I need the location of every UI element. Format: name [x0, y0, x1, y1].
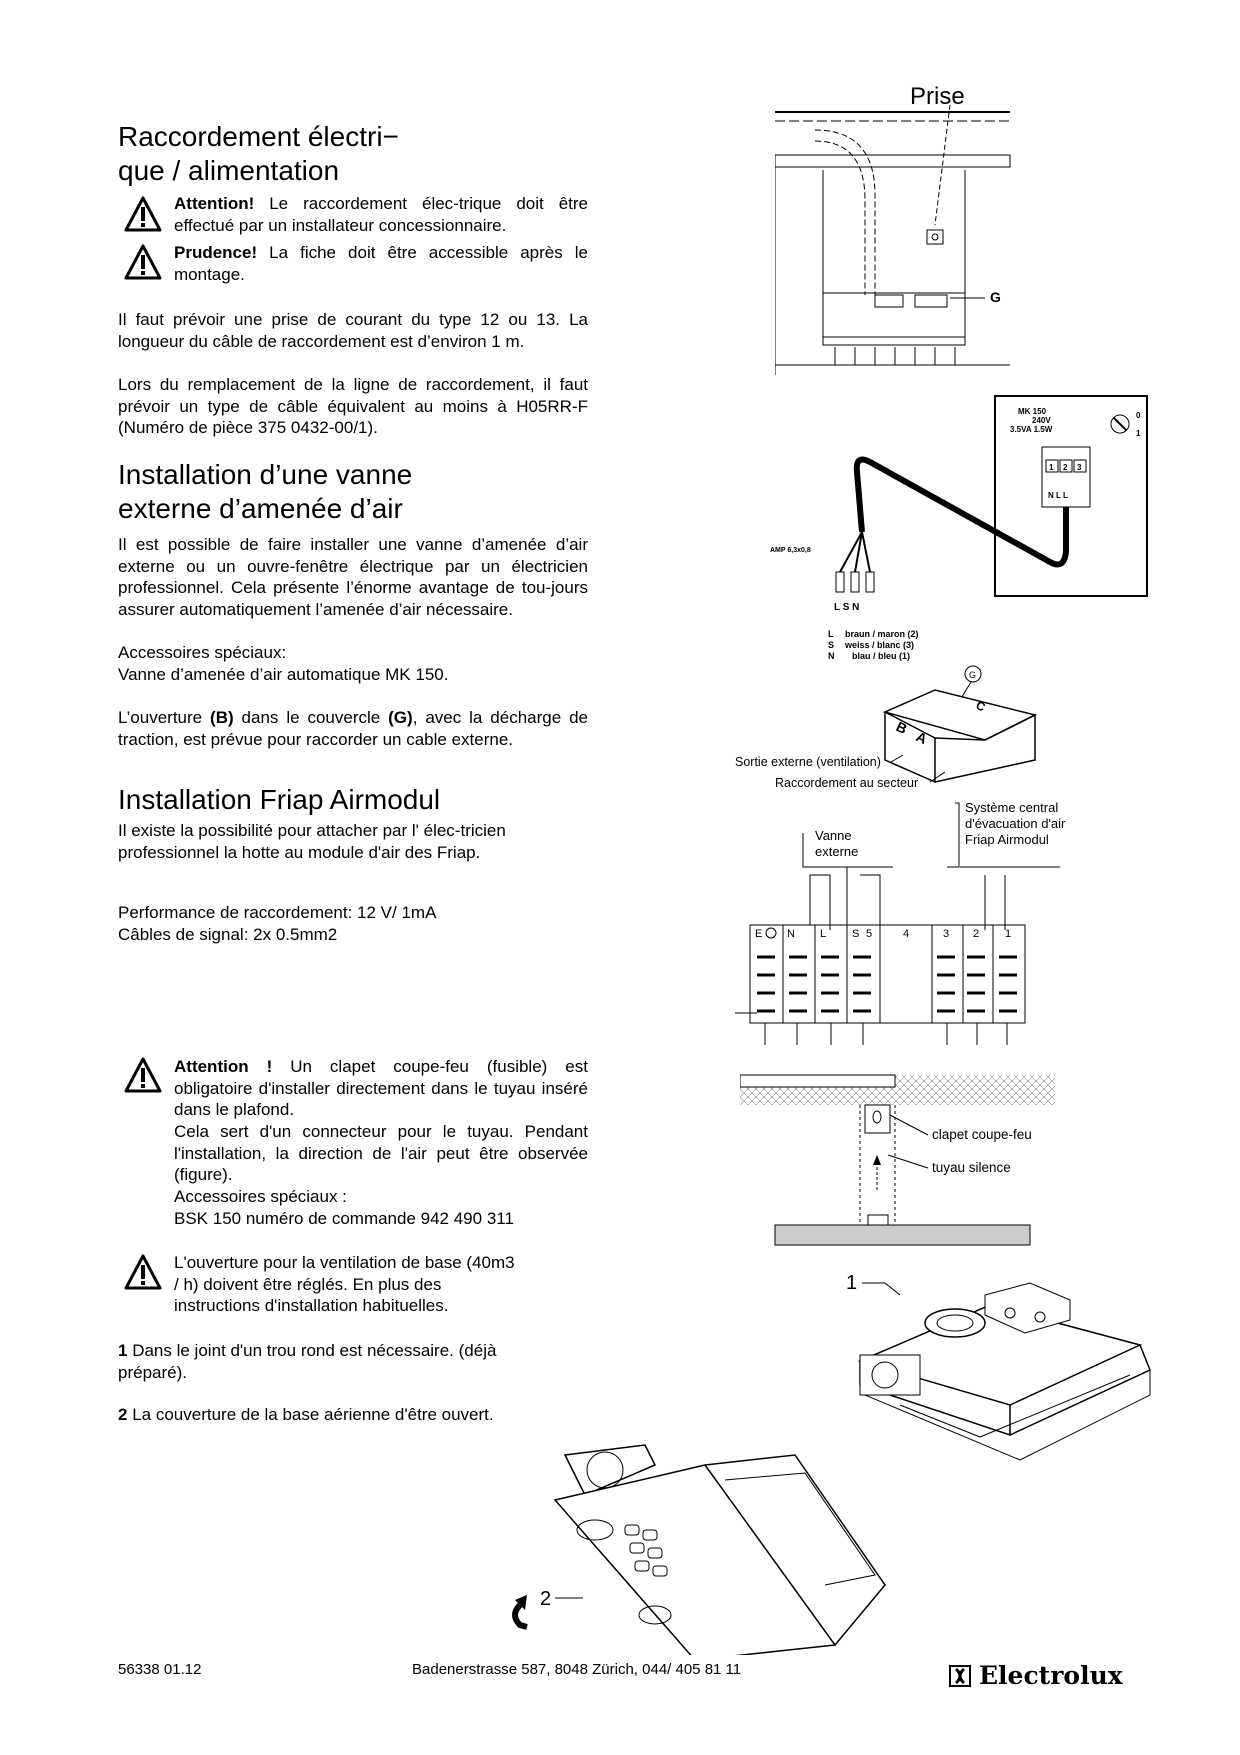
accessories-item: BSK 150 numéro de commande 942 490 311	[174, 1209, 514, 1228]
step-text: Dans le joint d'un trou rond est nécessaire. (déjà préparé).	[118, 1341, 497, 1382]
warning-attention-electrician	[174, 193, 588, 236]
figure-cover-box	[735, 660, 1075, 795]
label-systeme-2: d'évacuation d'air	[965, 816, 1066, 831]
warning-text: Le raccordement élec-trique doit être effectué par un installateur concessionnaire.	[174, 194, 588, 235]
mk-term: 1	[1049, 463, 1054, 472]
text-run: L’ouverture	[118, 708, 211, 727]
terminal-label: 3	[943, 928, 950, 940]
label-vanne-2: externe	[815, 844, 859, 859]
warning-prudence-plug	[174, 242, 588, 285]
paragraph-friap: Il existe la possibilité pour attacher par l' élec-tricien professionnel la hotte au module d'air des Friap.	[118, 821, 506, 862]
step-2	[118, 1404, 558, 1426]
terminal-label: E	[755, 928, 763, 940]
label-sortie: Sortie externe (ventilation)	[735, 755, 881, 769]
label-prise: Prise	[910, 83, 965, 110]
step-text: La couverture de la base aérienne d'être ouvert.	[127, 1405, 494, 1424]
mk-term: 3	[1077, 463, 1082, 472]
mk-power: 3.5VA 1.5W	[1010, 425, 1053, 434]
terminal-label: 1	[1005, 928, 1012, 940]
warning-ventilation-opening: L'ouverture pour la ventilation de base (40m3 / h) doivent être réglés. En plus des instructions d'installation habituelles.	[174, 1253, 515, 1315]
figure-hood-open	[505, 1435, 945, 1655]
accessories-label: Accessoires spéciaux:	[118, 643, 287, 662]
footer-brand	[949, 1661, 1123, 1690]
section-title-friap: Installation Friap Airmodul	[118, 784, 441, 815]
warning-fire-damper	[174, 1056, 588, 1121]
mk-term: 2	[1063, 463, 1068, 472]
mk-voltage: 240V	[1032, 416, 1051, 425]
terminal-label: N	[787, 928, 795, 940]
mk-title: MK 150	[1018, 407, 1047, 416]
figure-mk150-wiring	[770, 392, 1150, 667]
figure-terminal-block	[735, 795, 1075, 1050]
legend-value: braun / maron (2)	[845, 629, 919, 639]
terminal-label: 5	[866, 928, 873, 940]
footer-address: Badenerstrasse 587, 8048 Zürich, 044/ 405 81 11	[412, 1661, 742, 1678]
connection-performance: Performance de raccordement: 12 V/ 1mA	[118, 903, 437, 922]
paragraph-socket-type: Il faut prévoir une prise de courant du type 12 ou 13. La longueur du câble de raccordement est d’environ 1 m.	[118, 310, 588, 351]
mk-dial-1: 1	[1136, 429, 1141, 438]
step-1	[118, 1340, 558, 1383]
terminal-label: 4	[903, 928, 910, 940]
figure-socket-installation	[775, 75, 1015, 380]
paragraph-connector: Cela sert d'un connecteur pour le tuyau. Pendant l'installation, la direction de l'air peut être observée (figure).	[174, 1122, 588, 1184]
paragraph-cable-replacement: Lors du remplacement de la ligne de raccordement, il faut prévoir un type de câble équivalent au moins à H05RR-F (Numéro de pièce 375 0432-00/1).	[118, 375, 588, 437]
warning-bold: Attention!	[174, 194, 255, 213]
title-line: externe d’amenée d’air	[118, 493, 403, 524]
title-line: que / alimentation	[118, 155, 340, 186]
figure-fire-damper	[740, 1065, 1070, 1250]
label-g: G	[990, 289, 1001, 305]
title-line: Raccordement électri−	[118, 121, 399, 152]
section-title-external-valve	[118, 458, 578, 526]
legend-key: N	[828, 651, 835, 661]
legend-key: S	[828, 640, 835, 650]
text-run: dans le couvercle	[233, 708, 389, 727]
legend-value: blau / bleu (1)	[852, 651, 911, 661]
section-title-electrical	[118, 120, 578, 188]
terminal-label: 2	[973, 928, 980, 940]
footer-doc-number: 56338 01.12	[118, 1661, 202, 1678]
accessories-item: Vanne d’amenée d’air automatique MK 150.	[118, 665, 449, 684]
warning-bold: Attention !	[174, 1057, 273, 1076]
warning-text: La fiche doit être accessible après le montage.	[174, 243, 588, 284]
warning-icon	[124, 1254, 162, 1290]
label-systeme-3: Friap Airmodul	[965, 832, 1049, 847]
warning-icon	[124, 1057, 162, 1093]
label-clapet: clapet coupe-feu	[932, 1127, 1032, 1142]
label-systeme-1: Système central	[965, 800, 1059, 815]
text-bold: (B)	[210, 708, 234, 727]
title-line: Installation d’une vanne	[118, 459, 413, 490]
terminal-label: L	[820, 928, 827, 940]
paragraph-opening-cover	[118, 707, 588, 750]
accessories-label: Accessoires spéciaux :	[174, 1187, 347, 1206]
warning-bold: Prudence!	[174, 243, 258, 262]
warning-icon	[124, 244, 162, 280]
text-bold: (G)	[388, 708, 413, 727]
box-b-label: B	[893, 718, 910, 737]
mk-nll: N L L	[1048, 491, 1068, 500]
brand-name: Electrolux	[979, 1661, 1123, 1690]
legend-key: L	[828, 629, 834, 639]
lsn-label: L S N	[834, 602, 860, 613]
step-number: 2	[118, 1405, 128, 1424]
electrolux-logo-icon	[949, 1665, 971, 1687]
label-raccordement: Raccordement au secteur	[775, 776, 919, 790]
box-c-label: C	[973, 698, 988, 715]
warning-text: Un clapet coupe-feu (fusible) est obligatoire d'installer directement dans le tuyau inséré dans le plafond.	[174, 1057, 588, 1119]
label-tuyau: tuyau silence	[932, 1160, 1011, 1175]
hood-label-1: 1	[846, 1272, 858, 1294]
box-g-label: G	[969, 670, 977, 680]
label-vanne-1: Vanne	[815, 828, 852, 843]
amp-label: AMP 6,3x0,8	[770, 547, 811, 554]
warning-icon	[124, 196, 162, 232]
terminal-label: S	[852, 928, 860, 940]
text-run: , avec la décharge de traction, est prévue pour raccorder un cable externe.	[118, 708, 588, 749]
paragraph-external-valve: Il est possible de faire installer une vanne d’amenée d’air externe ou un ouvre-fenêtre électrique par un électricien professionnel. Cela présente l’énorme avantage de tou-jours assurer automatiquement l’amenée d’air nécessaire.	[118, 535, 588, 619]
legend-value: weiss / blanc (3)	[845, 640, 915, 650]
terminal-contacts	[757, 957, 1017, 1011]
step-number: 1	[118, 1341, 128, 1360]
hood-label-2: 2	[540, 1588, 552, 1610]
box-a-label: A	[913, 728, 930, 747]
signal-cables: Câbles de signal: 2x 0.5mm2	[118, 925, 338, 944]
mk-dial-0: 0	[1136, 411, 1141, 420]
